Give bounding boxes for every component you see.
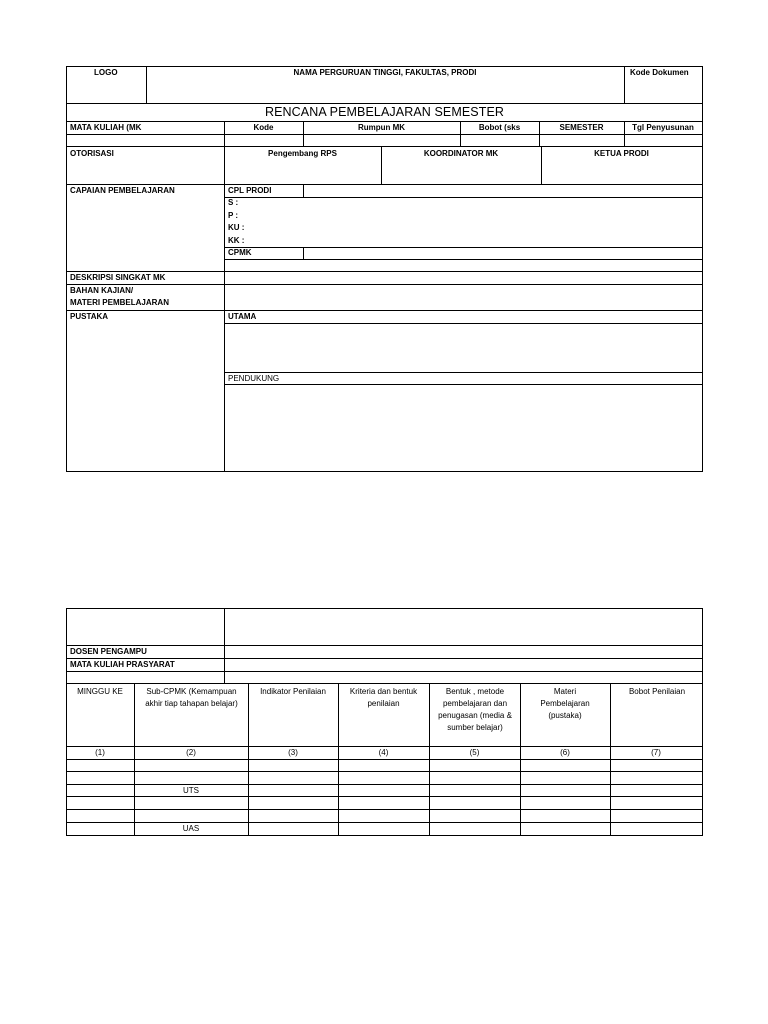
rps-line [224, 372, 703, 373]
ketua-prodi-label: KETUA PRODI [594, 149, 649, 158]
schedule-line [66, 835, 703, 836]
uas-label: UAS [182, 824, 200, 833]
schedule-border-left [66, 608, 67, 835]
header-minggu-ke: MINGGU KE [77, 687, 123, 696]
materi-pembelajaran-label: MATERI PEMBELAJARAN [70, 298, 169, 307]
schedule-line [66, 822, 703, 823]
schedule-line [66, 683, 703, 684]
header-bobot-penilaian: Bobot Penilaian [628, 687, 686, 696]
schedule-line [248, 683, 249, 835]
institution-name: NAMA PERGURUAN TINGGI, FAKULTAS, PRODI [293, 68, 477, 77]
header-sub-cpmk: Sub-CPMK (Kemampuan akhir tiap tahapan belajar) [145, 687, 238, 708]
kode-label: Kode [253, 123, 274, 132]
rps-line [224, 197, 703, 198]
ku-label: KU : [228, 223, 245, 232]
column-number-3: (3) [288, 748, 298, 757]
schedule-line [610, 683, 611, 835]
p-label: P : [228, 211, 239, 220]
semester-label: SEMESTER [559, 123, 604, 132]
rps-line [66, 103, 703, 104]
column-number-6: (6) [560, 748, 570, 757]
schedule-line [224, 608, 225, 683]
rps-line [224, 259, 703, 260]
schedule-line [429, 683, 430, 835]
kk-label: KK : [228, 236, 245, 245]
column-number-5: (5) [469, 748, 480, 757]
rps-line [66, 184, 703, 185]
s-label: S : [228, 198, 239, 207]
header-indikator-penilaian: Indikator Penilaian [260, 687, 326, 696]
rps-line [224, 247, 703, 248]
rps-line [66, 66, 703, 67]
rps-line [66, 284, 703, 285]
schedule-line [66, 608, 703, 609]
schedule-border-right [702, 608, 703, 835]
uts-label: UTS [183, 786, 199, 795]
column-number-2: (2) [186, 748, 196, 757]
rps-border-right [702, 66, 703, 472]
schedule-line [66, 746, 703, 747]
rps-line [224, 323, 703, 324]
rps-line [66, 471, 703, 472]
rps-line [624, 66, 625, 103]
tgl-penyusunan-label: Tgl Penyusunan [632, 123, 694, 132]
pengembang-label: Pengembang RPS [268, 149, 337, 158]
deskripsi-label: DESKRIPSI SINGKAT MK [70, 273, 166, 282]
rps-line [224, 121, 225, 472]
cpmk-label: CPMK [228, 248, 252, 257]
header-kriteria-penilaian: Kriteria dan bentuk penilaian [349, 687, 418, 708]
mata-kuliah-prasyarat-label: MATA KULIAH PRASYARAT [70, 660, 175, 669]
otorisasi-label: OTORISASI [70, 149, 114, 158]
rps-line [66, 121, 703, 122]
header-bentuk-metode: Bentuk , metode pembelajaran dan penugasan (media & sumber belajar) [438, 687, 512, 732]
rps-line [303, 247, 304, 259]
rps-line [66, 146, 703, 147]
schedule-line [520, 683, 521, 835]
column-number-7: (7) [651, 748, 661, 757]
schedule-line [66, 809, 703, 810]
schedule-line [66, 645, 703, 646]
schedule-line [66, 796, 703, 797]
document-code-label: Kode Dokumen [630, 68, 689, 77]
schedule-line [66, 771, 703, 772]
schedule-line [66, 759, 703, 760]
dosen-pengampu-label: DOSEN PENGAMPU [70, 647, 147, 656]
schedule-line [66, 784, 703, 785]
schedule-line [66, 671, 703, 672]
rps-line [66, 134, 703, 135]
pendukung-label: PENDUKUNG [228, 374, 280, 383]
header-materi-pembelajaran: Materi Pembelajaran (pustaka) [540, 687, 590, 720]
koordinator-label: KOORDINATOR MK [423, 149, 499, 158]
bahan-kajian-label: BAHAN KAJIAN/ [70, 286, 134, 295]
column-number-1: (1) [95, 748, 105, 757]
capaian-label: CAPAIAN PEMBELAJARAN [70, 186, 175, 195]
schedule-line [338, 683, 339, 835]
column-number-4: (4) [378, 748, 389, 757]
pustaka-label: PUSTAKA [70, 312, 109, 321]
utama-label: UTAMA [228, 312, 257, 321]
schedule-line [134, 683, 135, 835]
schedule-line [66, 658, 703, 659]
rps-line [224, 384, 703, 385]
rumpun-label: Rumpun MK [357, 123, 406, 132]
rps-border-left [66, 66, 67, 472]
page-title: RENCANA PEMBELAJARAN SEMESTER [264, 105, 505, 119]
logo-label: LOGO [94, 68, 118, 77]
mata-kuliah-label: MATA KULIAH (MK [70, 123, 142, 132]
rps-line [303, 184, 304, 197]
rps-line [66, 310, 703, 311]
bobot-label: Bobot (sks [478, 123, 521, 132]
cpl-prodi-label: CPL PRODI [228, 186, 272, 195]
rps-line [66, 271, 703, 272]
